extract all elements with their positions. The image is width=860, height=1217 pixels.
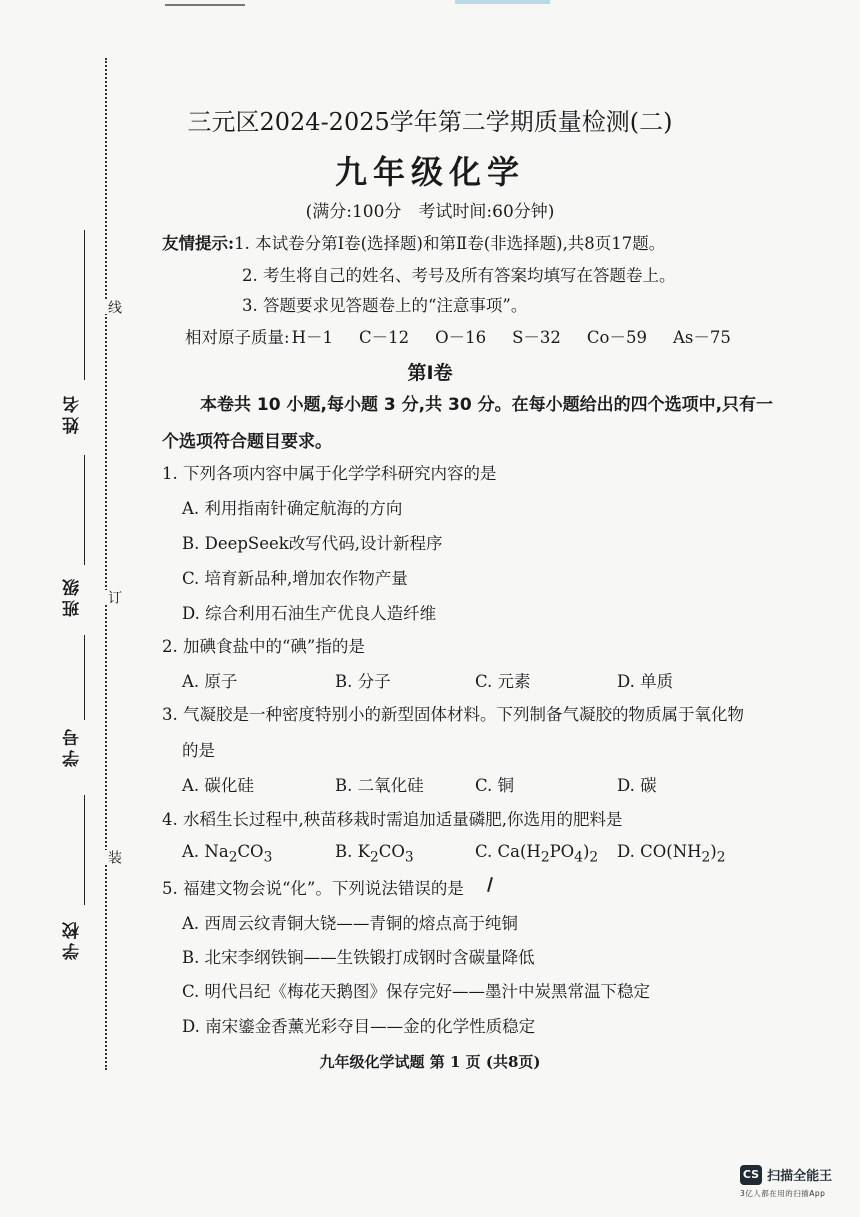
app-name: 扫描全能王 (767, 1169, 833, 1184)
scan-artifact-blue (455, 0, 550, 4)
question-5-option-b: B. 北宋李纲铁锏——生铁锻打成钢时含碳量降低 (182, 948, 535, 967)
question-3-option-a: A. 碳化硅 (182, 776, 254, 795)
atomic-mass-label: 相对原子质量: (185, 328, 290, 347)
atomic-mass-item: C－12 (358, 328, 410, 347)
section-instruction: 本卷共 10 小题,每小题 3 分,共 30 分。在每小题给出的四个选项中,只有一 (200, 395, 774, 415)
name-label: 姓名 (63, 392, 83, 434)
atomic-mass-item: S－32 (512, 328, 561, 347)
pencil-mark (487, 877, 493, 892)
notes-item: 2. 考生将自己的姓名、考号及所有答案均填写在答题卷上。 (242, 266, 676, 285)
notes-label: 友情提示: (162, 234, 235, 253)
separator-line: 线 (106, 300, 122, 314)
section-title: 第Ⅰ卷 (407, 362, 453, 384)
question-5-stem: 5. 福建文物会说“化”。下列说法错误的是 (162, 879, 464, 898)
notes-item: 3. 答题要求见答题卷上的“注意事项”。 (242, 296, 528, 315)
question-4-stem: 4. 水稻生长过程中,秧苗移栽时需追加适量磷肥,你选用的肥料是 (162, 810, 623, 829)
question-1-option-d: D. 综合利用石油生产优良人造纤维 (182, 604, 437, 623)
question-5-option-a: A. 西周云纹青铜大铙——青铜的熔点高于纯铜 (182, 914, 518, 933)
formula: B. K (335, 842, 370, 861)
atomic-mass-item: O－16 (435, 328, 487, 347)
score-info: (满分:100分 考试时间:60分钟) (305, 202, 555, 222)
student-number-blank (84, 635, 85, 720)
notes-item: 1. 本试卷分第Ⅰ卷(选择题)和第Ⅱ卷(非选择题),共8页17题。 (234, 234, 666, 253)
app-tagline: 3亿人都在用的扫描App (740, 1188, 826, 1198)
question-3-stem: 3. 气凝胶是一种密度特别小的新型固体材料。下列制备气凝胶的物质属于氧化物 (162, 705, 744, 724)
question-5-option-d: D. 南宋鎏金香薰光彩夺目——金的化学性质稳定 (182, 1017, 536, 1036)
question-1-option-a: A. 利用指南针确定航海的方向 (182, 499, 403, 518)
question-2-stem: 2. 加碘食盐中的“碘”指的是 (162, 637, 365, 656)
notes-line-1 (162, 230, 665, 254)
subject-title: 九年级化学 (334, 153, 525, 191)
separator-install: 装 (106, 850, 122, 864)
question-3-stem-cont: 的是 (182, 741, 215, 760)
question-3-option-d: D. 碳 (617, 776, 657, 795)
question-5-option-c: C. 明代吕纪《梅花天鹅图》保存完好——墨汁中炭黑常温下稳定 (182, 982, 651, 1001)
student-number-label: 学号 (63, 725, 83, 767)
question-1-stem: 1. 下列各项内容中属于化学学科研究内容的是 (162, 464, 497, 483)
question-2-option-c: C. 元素 (475, 672, 531, 691)
camscanner-logo-icon: CS (740, 1165, 762, 1185)
section-instruction-cont: 个选项符合题目要求。 (162, 432, 332, 452)
question-4-option-d: D. $CO(NH_2)_2$ (617, 842, 726, 866)
atomic-mass-item: As－75 (672, 328, 731, 347)
class-label: 班级 (63, 575, 83, 617)
formula: A. Na (182, 842, 229, 861)
separator-bind: 订 (106, 590, 122, 604)
question-4-option-c: C. $Ca(H_2PO_4)_2$ (475, 842, 599, 866)
exam-title: 三元区2024-2025学年第二学期质量检测(二) (187, 108, 673, 136)
question-1-option-b: B. DeepSeek改写代码,设计新程序 (182, 534, 443, 553)
class-blank (84, 455, 85, 565)
school-label: 学校 (63, 918, 83, 960)
school-blank (84, 795, 85, 905)
question-3-option-c: C. 铜 (475, 776, 515, 795)
question-3-option-b: B. 二氧化硅 (335, 776, 424, 795)
question-4-option-b: B. $K_2CO_3$ (335, 842, 414, 866)
question-2-option-b: B. 分子 (335, 672, 391, 691)
app-watermark (740, 1164, 850, 1199)
question-2-option-a: A. 原子 (182, 672, 238, 691)
atomic-mass-line (185, 324, 757, 348)
formula: D. CO(NH (617, 842, 702, 861)
page-footer: 九年级化学试题 第 1 页 (共8页) (319, 1053, 541, 1071)
scan-artifact (165, 4, 245, 6)
atomic-mass-item: H－1 (291, 328, 333, 347)
atomic-mass-item: Co－59 (586, 328, 647, 347)
question-1-option-c: C. 培育新品种,增加农作物产量 (182, 569, 408, 588)
question-4-option-a: A. $Na_2CO_3$ (182, 842, 273, 866)
question-2-option-d: D. 单质 (617, 672, 674, 691)
formula: C. Ca(H (475, 842, 541, 861)
